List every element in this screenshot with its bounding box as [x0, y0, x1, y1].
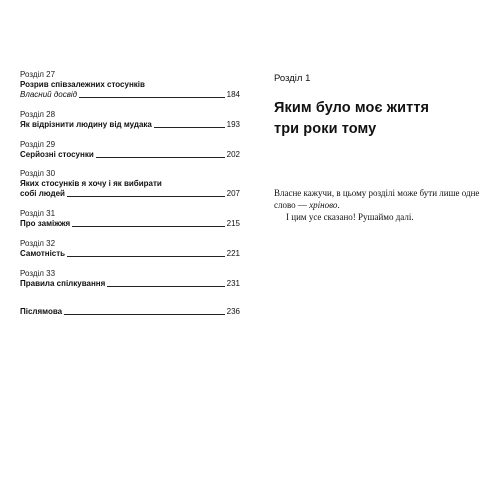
table-of-contents — [20, 70, 240, 317]
toc-page-number: 184 — [226, 90, 240, 99]
emphasis-text: хріново — [309, 200, 338, 210]
toc-line — [20, 307, 240, 317]
toc-title: Післямова — [20, 307, 63, 316]
chapter-title-line-1: Яким було моє життя — [274, 100, 430, 116]
toc-title: собі людей — [20, 189, 65, 198]
toc-title: Про заміжжя — [20, 219, 71, 228]
chapter-page — [274, 70, 486, 223]
toc-line — [20, 219, 240, 229]
toc-section-number: Розділ 30 — [20, 169, 56, 178]
toc-entry — [20, 110, 240, 130]
toc-entry — [20, 239, 240, 259]
toc-title: Самотність — [20, 249, 66, 258]
toc-title: Розрив співзалежних стосунків — [20, 80, 145, 89]
toc-leader-line — [64, 314, 225, 315]
toc-line — [20, 120, 240, 130]
chapter-body — [274, 187, 486, 223]
toc-line — [20, 189, 240, 199]
toc-section-number: Розділ 29 — [20, 140, 56, 149]
body-paragraph-2: І цим усе сказано! Рушаймо далі. — [286, 212, 414, 222]
toc-line — [20, 90, 240, 100]
toc-leader-line — [67, 196, 225, 197]
toc-section-number: Розділ 27 — [20, 70, 56, 79]
toc-section-number: Розділ 28 — [20, 110, 56, 119]
toc-entry — [20, 307, 240, 317]
paragraph-text-end: . — [337, 200, 340, 210]
toc-section-number: Розділ 32 — [20, 239, 56, 248]
toc-leader-line — [96, 157, 225, 158]
toc-leader-line — [72, 226, 224, 227]
toc-leader-line — [107, 286, 224, 287]
toc-line — [20, 249, 240, 259]
toc-section-number: Розділ 31 — [20, 209, 56, 218]
toc-page-number: 193 — [226, 120, 240, 129]
toc-page-number: 215 — [226, 219, 240, 228]
toc-page-number: 202 — [226, 150, 240, 159]
toc-line — [20, 80, 240, 90]
toc-leader-line — [79, 97, 225, 98]
toc-title: Яких стосунків я хочу і як вибирати — [20, 179, 162, 188]
toc-page-number: 231 — [226, 279, 240, 288]
toc-title: Власний досвід — [20, 90, 78, 99]
chapter-label: Розділ 1 — [274, 73, 311, 84]
body-paragraph-1 — [274, 187, 486, 211]
toc-title: Серйозні стосунки — [20, 150, 94, 159]
toc-line — [20, 150, 240, 160]
chapter-title — [274, 98, 486, 140]
toc-page-number: 221 — [226, 249, 240, 258]
toc-entry — [20, 169, 240, 199]
toc-line — [20, 179, 240, 189]
toc-title: Правила спілкування — [20, 279, 106, 288]
paragraph-text: Власне кажучи, в цьому розділі може бути лише одне слово — — [274, 188, 480, 210]
toc-section-number: Розділ 33 — [20, 269, 56, 278]
toc-entry — [20, 140, 240, 160]
toc-leader-line — [154, 127, 225, 128]
toc-page-number: 207 — [226, 189, 240, 198]
toc-line — [20, 279, 240, 289]
chapter-title-line-2: три роки тому — [274, 121, 377, 137]
toc-entry — [20, 70, 240, 100]
toc-leader-line — [67, 256, 225, 257]
toc-entry — [20, 269, 240, 289]
toc-page-number: 236 — [226, 307, 240, 316]
toc-title: Як відрізнити людину від мудака — [20, 120, 152, 129]
toc-entry — [20, 209, 240, 229]
